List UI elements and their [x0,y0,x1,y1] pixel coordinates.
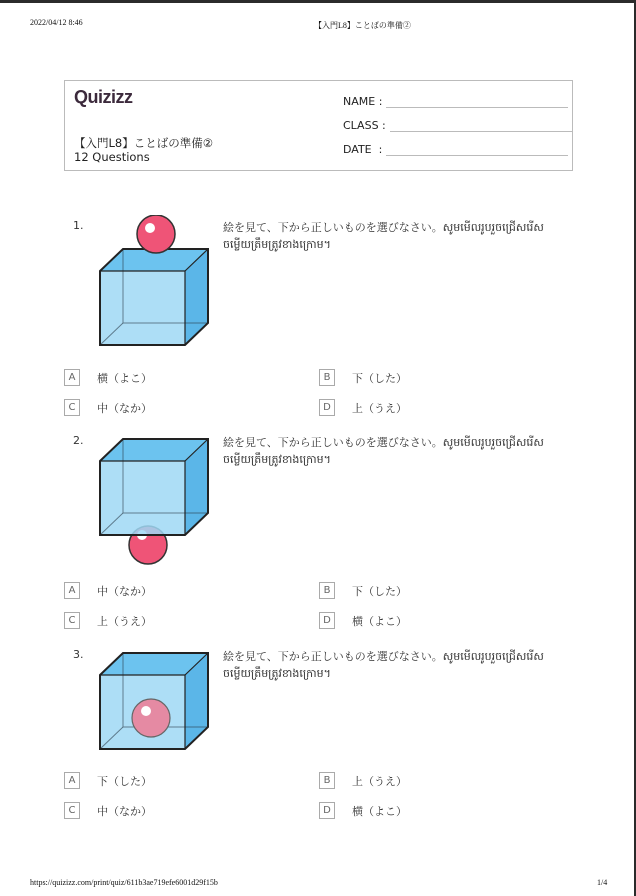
date-line [386,144,568,156]
quizizz-logo: Quizizz [74,87,133,107]
option-text: 上（うえ） [352,401,407,415]
option-text: 中（なか） [97,804,152,818]
date-label: DATE : [343,143,383,156]
option-letter: B [319,369,335,386]
option-text: 下（した） [97,774,152,788]
question-number: 3. [73,648,84,661]
question-text: 絵を見て、下から正しいものを選びなさい。សូមមើលរូបរួចជ្រើសរើសចម្លើយត្រឹមត្រូវខាងក្រោម។ [223,436,544,466]
option-text: 下（した） [352,371,407,385]
option-letter: C [64,612,80,629]
option-a[interactable] [64,772,152,789]
class-label: CLASS : [343,119,386,132]
option-c[interactable] [64,399,152,416]
option-d[interactable] [319,612,407,629]
ball-on-cube-image [98,215,213,350]
name-field [343,95,568,108]
option-c[interactable] [64,612,152,629]
print-title: 【入門L8】ことばの準備② [314,21,411,30]
option-a[interactable] [64,369,152,386]
footer-url: https://quizizz.com/print/quiz/611b3ae719efe6001d29f15b [30,878,218,887]
print-datetime: 2022/04/12 8:46 [30,18,83,27]
option-letter: C [64,802,80,819]
option-text: 上（うえ） [352,774,407,788]
option-letter: D [319,612,335,629]
option-letter: B [319,582,335,599]
option-a[interactable] [64,582,152,599]
option-b[interactable] [319,582,407,599]
option-letter: D [319,802,335,819]
option-text: 中（なか） [97,401,152,415]
option-d[interactable] [319,802,407,819]
option-text: 下（した） [352,584,407,598]
option-text: 横（よこ） [352,804,407,818]
option-letter: A [64,772,80,789]
option-c[interactable] [64,802,152,819]
option-text: 中（なか） [97,584,152,598]
page-number: 1/4 [597,878,608,887]
name-label: NAME : [343,95,383,108]
ball-under-cube-image [98,433,213,568]
class-line [390,120,572,132]
class-field [343,119,572,132]
option-letter: B [319,772,335,789]
option-text: 上（うえ） [97,614,152,628]
question-text: 絵を見て、下から正しいものを選びなさい。សូមមើលរូបរួចជ្រើសរើសចម្លើយត្រឹមត្រូវខាងក្រោម។ [223,221,544,251]
quiz-title: 【入門L8】ことばの準備② [74,136,214,150]
question-number: 1. [73,219,84,232]
ball-inside-cube-image [98,647,213,757]
date-field [343,143,568,156]
option-letter: C [64,399,80,416]
option-letter: A [64,582,80,599]
name-line [386,96,568,108]
question-count: 12 Questions [74,150,150,164]
option-b[interactable] [319,369,407,386]
option-text: 横（よこ） [352,614,407,628]
question-text: 絵を見て、下から正しいものを選びなさい。សូមមើលរូបរួចជ្រើសរើសចម្លើយត្រឹមត្រូវខាងក្រោម។ [223,650,544,680]
option-letter: D [319,399,335,416]
option-d[interactable] [319,399,407,416]
option-text: 横（よこ） [97,371,152,385]
question-number: 2. [73,434,84,447]
option-letter: A [64,369,80,386]
option-b[interactable] [319,772,407,789]
quiz-header [64,80,573,171]
